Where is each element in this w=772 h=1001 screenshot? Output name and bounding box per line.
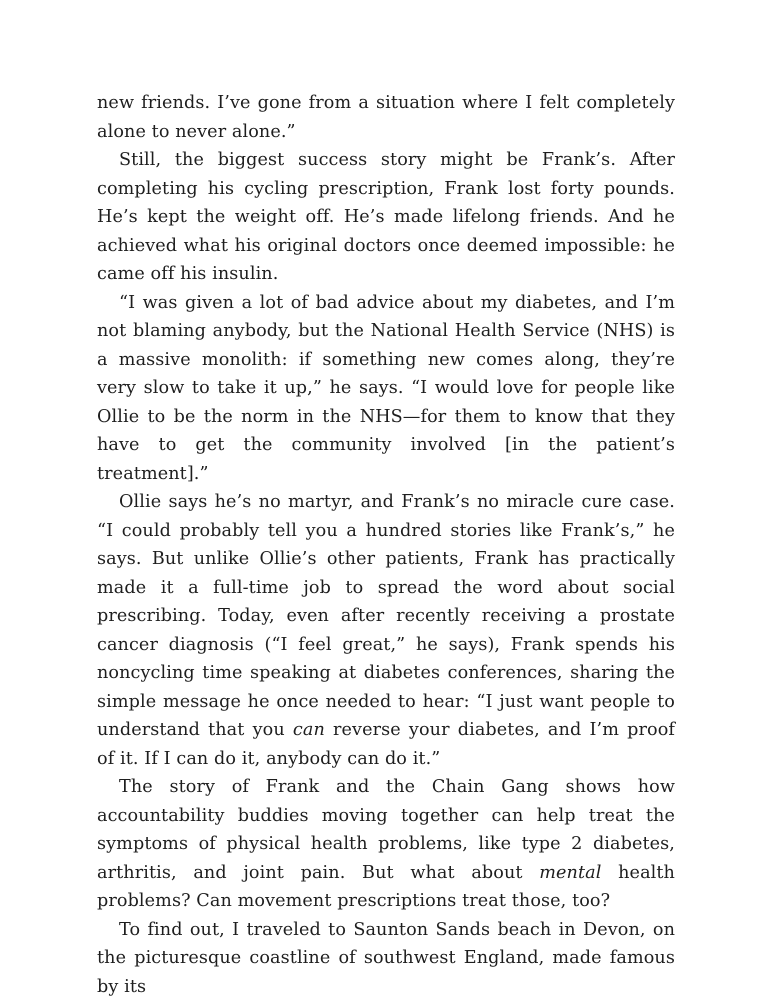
paragraph-3 [97, 289, 675, 489]
emphasis-text: mental [539, 863, 601, 883]
paragraph-text: reverse your diabetes, and I’m proof of it. If I can do it, anybody can do it.” [97, 720, 675, 769]
paragraph-5 [97, 773, 675, 916]
paragraph-text: Ollie says he’s no martyr, and Frank’s no miracle cure case. “I could probably tell you a hundred stories like Frank’s,” he says. But unlike Ollie’s other patients, Frank has practically made it a full-time job to spread the word about social prescribing. Today, even after recently receiving a prostate cancer diagnosis (“I feel great,” he says), Frank spends his noncycling time speaking at diabetes conferences, sharing the simple message he once needed to hear: “I just want people to understand that you [97, 492, 675, 740]
paragraph-4 [97, 488, 675, 773]
book-page [97, 89, 675, 1001]
paragraph-text: “I was given a lot of bad advice about my diabetes, and I’m not blaming anybody, but the National Health Service (NHS) is a massive monolith: if something new comes along, they’re very slow to take it up,” he says. “I would love for people like Ollie to be the norm in the NHS—for them to know that they have to get the community involved [in the patient’s treatment].” [97, 293, 675, 484]
emphasis-text: can [293, 720, 325, 740]
paragraph-text: health problems? Can movement prescriptions treat those, too? [97, 863, 675, 912]
paragraph-1 [97, 89, 675, 146]
paragraph-text: To find out, I traveled to Saunton Sands beach in Devon, on the picturesque coastline of southwest England, made famous by its [97, 920, 675, 997]
paragraph-text: Still, the biggest success story might be Frank’s. After completing his cycling prescription, Frank lost forty pounds. He’s kept the weight off. He’s made lifelong friends. And he achieved what his original doctors once deemed impossible: he came off his insulin. [97, 150, 675, 284]
paragraph-6 [97, 916, 675, 1001]
paragraph-2 [97, 146, 675, 289]
paragraph-text: new friends. I’ve gone from a situation where I felt completely alone to never alone.” [97, 93, 675, 142]
paragraph-text: The story of Frank and the Chain Gang shows how accountability buddies moving together can help treat the symptoms of physical health problems, like type 2 diabetes, arthritis, and joint pain. But what about [97, 777, 675, 883]
